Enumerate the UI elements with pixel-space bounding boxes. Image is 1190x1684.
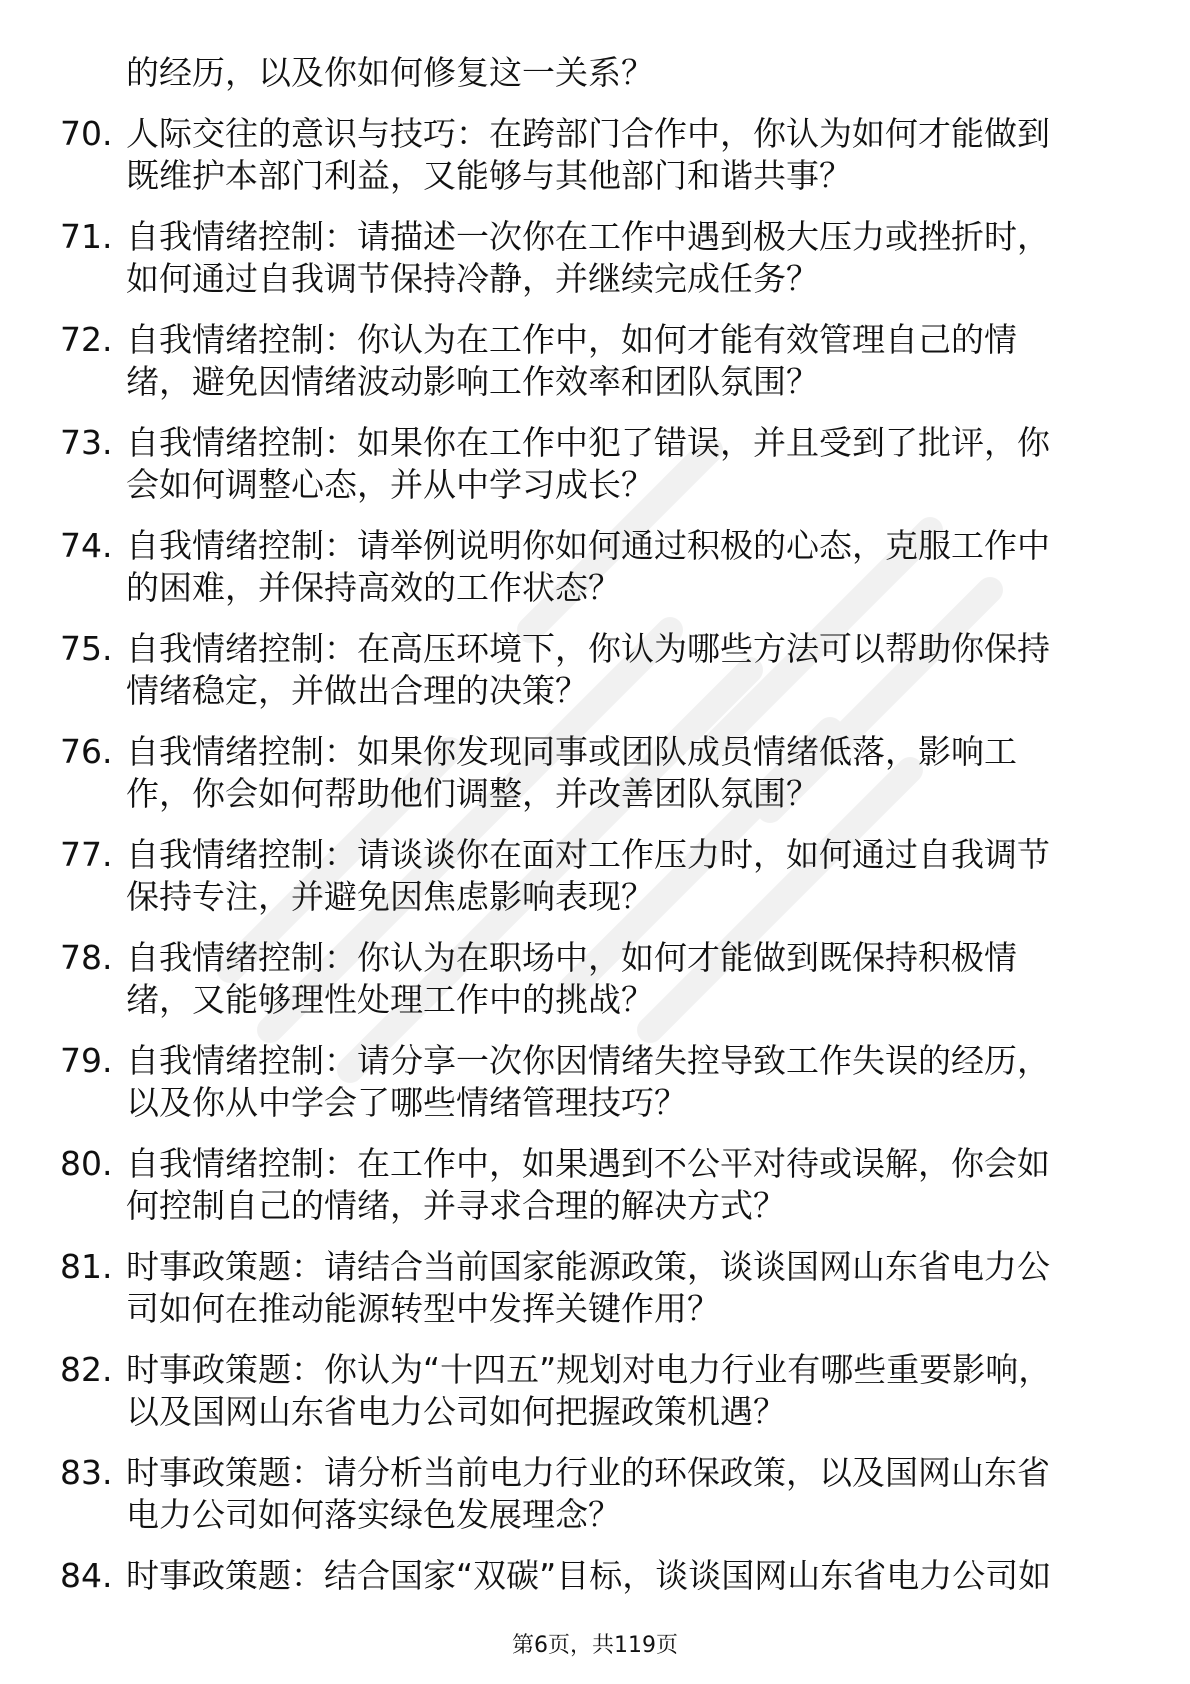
- list-item: [0, 1452, 1190, 1536]
- item-number: 74.: [60, 526, 113, 565]
- item-text: [126, 1246, 1126, 1330]
- item-number: 70.: [60, 114, 113, 153]
- item-line: 作，你会如何帮助他们调整，并改善团队氛围？: [126, 774, 819, 813]
- item-text: [126, 1143, 1126, 1227]
- item-number: 78.: [60, 938, 113, 977]
- item-text: [126, 319, 1126, 403]
- item-line: 自我情绪控制：在工作中，如果遇到不公平对待或误解，你会如: [126, 1144, 1050, 1183]
- question-list: [0, 52, 1190, 1616]
- item-line: 如何通过自我调节保持冷静，并继续完成任务？: [126, 259, 819, 298]
- item-number: 75.: [60, 629, 113, 668]
- item-line: 司如何在推动能源转型中发挥关键作用？: [126, 1289, 720, 1328]
- list-item: [0, 319, 1190, 403]
- item-number: 82.: [60, 1350, 113, 1389]
- list-item: [0, 216, 1190, 300]
- item-line: 以及你从中学会了哪些情绪管理技巧？: [126, 1083, 687, 1122]
- item-text: [126, 216, 1126, 300]
- item-line: 时事政策题：结合国家“双碳”目标，谈谈国网山东省电力公司如: [126, 1556, 1052, 1595]
- item-text: [126, 731, 1126, 815]
- item-number: 80.: [60, 1144, 113, 1183]
- item-text: [126, 937, 1126, 1021]
- item-line: 自我情绪控制：请描述一次你在工作中遇到极大压力或挫折时，: [126, 217, 1050, 256]
- item-number: 77.: [60, 835, 113, 874]
- item-line: 时事政策题：你认为“十四五”规划对电力行业有哪些重要影响，: [126, 1350, 1052, 1389]
- item-number: 76.: [60, 732, 113, 771]
- list-item: [0, 1349, 1190, 1433]
- item-line: 时事政策题：请分析当前电力行业的环保政策，以及国网山东省: [126, 1453, 1050, 1492]
- list-item: [0, 1555, 1190, 1597]
- item-line: 自我情绪控制：如果你发现同事或团队成员情绪低落，影响工: [126, 732, 1017, 771]
- item-text: [126, 1349, 1126, 1433]
- item-line: 会如何调整心态，并从中学习成长？: [126, 465, 654, 504]
- item-line: 自我情绪控制：在高压环境下，你认为哪些方法可以帮助你保持: [126, 629, 1050, 668]
- item-number: 79.: [60, 1041, 113, 1080]
- list-item: [0, 1246, 1190, 1330]
- item-line: 自我情绪控制：如果你在工作中犯了错误，并且受到了批评，你: [126, 423, 1050, 462]
- item-text: [126, 628, 1126, 712]
- item-line: 自我情绪控制：你认为在职场中，如何才能做到既保持积极情: [126, 938, 1017, 977]
- item-line: 自我情绪控制：请分享一次你因情绪失控导致工作失误的经历，: [126, 1041, 1050, 1080]
- item-line: 何控制自己的情绪，并寻求合理的解决方式？: [126, 1186, 786, 1225]
- item-line: 的困难，并保持高效的工作状态？: [126, 568, 621, 607]
- item-line: 保持专注，并避免因焦虑影响表现？: [126, 877, 654, 916]
- item-line: 人际交往的意识与技巧：在跨部门合作中，你认为如何才能做到: [126, 114, 1050, 153]
- item-number: 84.: [60, 1556, 113, 1595]
- list-item: [0, 834, 1190, 918]
- item-line: 电力公司如何落实绿色发展理念？: [126, 1495, 621, 1534]
- item-text: [126, 422, 1126, 506]
- item-text: [126, 525, 1126, 609]
- item-text: [126, 1555, 1126, 1597]
- item-line: 绪，又能够理性处理工作中的挑战？: [126, 980, 654, 1019]
- item-number: 83.: [60, 1453, 113, 1492]
- item-number: 81.: [60, 1247, 113, 1286]
- item-line: 既维护本部门利益，又能够与其他部门和谐共事？: [126, 156, 852, 195]
- item-number: 72.: [60, 320, 113, 359]
- item-line: 绪，避免因情绪波动影响工作效率和团队氛围？: [126, 362, 819, 401]
- item-text: [126, 1040, 1126, 1124]
- item-line: 情绪稳定，并做出合理的决策？: [126, 671, 588, 710]
- item-line: 自我情绪控制：请谈谈你在面对工作压力时，如何通过自我调节: [126, 835, 1050, 874]
- item-number: 73.: [60, 423, 113, 462]
- item-line: 以及国网山东省电力公司如何把握政策机遇？: [126, 1392, 786, 1431]
- item-text: [126, 1452, 1126, 1536]
- continuation-text: 的经历，以及你如何修复这一关系？: [126, 53, 654, 92]
- list-item: [0, 525, 1190, 609]
- item-number: 71.: [60, 217, 113, 256]
- list-item: [0, 731, 1190, 815]
- item-line: 时事政策题：请结合当前国家能源政策，谈谈国网山东省电力公: [126, 1247, 1050, 1286]
- list-item: [0, 1040, 1190, 1124]
- item-text: [126, 113, 1126, 197]
- list-item: [0, 422, 1190, 506]
- list-item: [0, 1143, 1190, 1227]
- list-item: [0, 937, 1190, 1021]
- item-line: 自我情绪控制：请举例说明你如何通过积极的心态，克服工作中: [126, 526, 1050, 565]
- item-text: [126, 834, 1126, 918]
- list-item: [0, 628, 1190, 712]
- page-footer: 第6页，共119页: [512, 1633, 678, 1658]
- list-item: [0, 113, 1190, 197]
- item-line: 自我情绪控制：你认为在工作中，如何才能有效管理自己的情: [126, 320, 1017, 359]
